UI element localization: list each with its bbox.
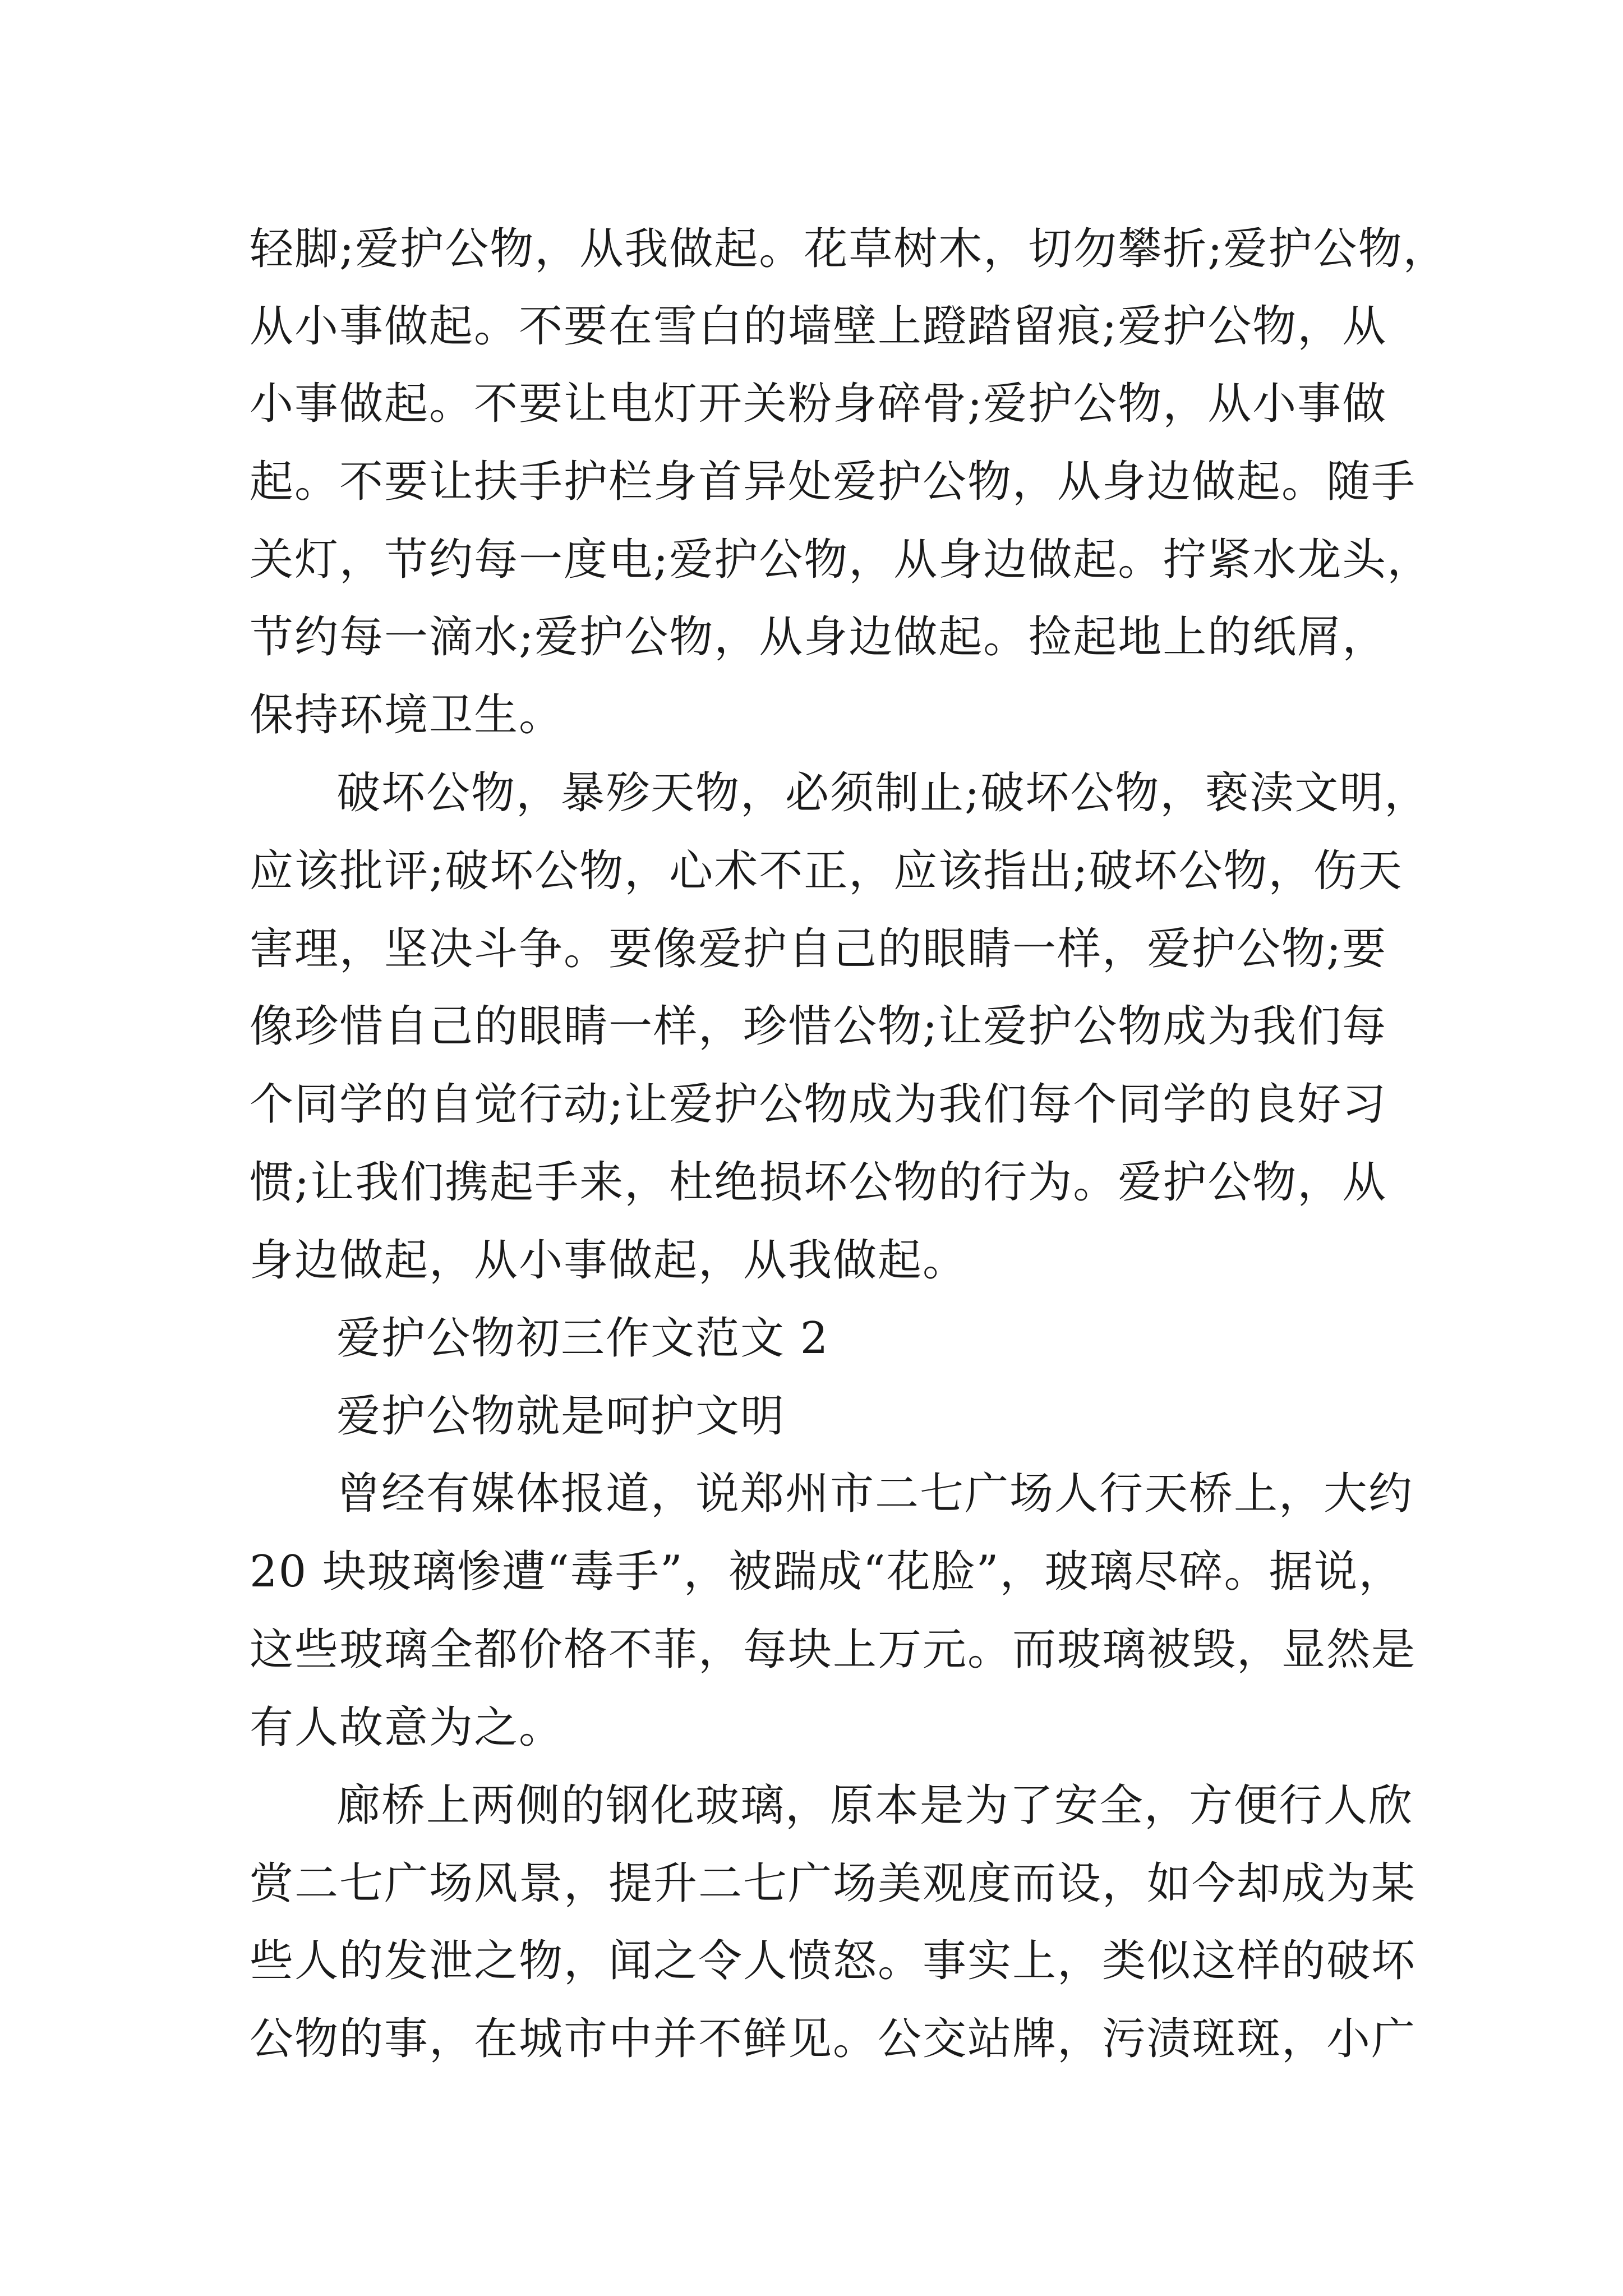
text-line: 保持环境卫生。	[250, 690, 564, 740]
text-line: 从小事做起。不要在雪白的墙壁上蹬踏留痕;爱护公物，从	[250, 301, 1387, 352]
text-line: 轻脚;爱护公物，从我做起。花草树木，切勿攀折;爱护公物，	[250, 224, 1448, 274]
text-line: 害理，坚决斗争。要像爱护自己的眼睛一样，爱护公物;要	[250, 924, 1387, 974]
text-line: 身边做起，从小事做起，从我做起。	[250, 1235, 968, 1286]
text-line: 些人的发泄之物，闻之令人愤怒。事实上，类似这样的破坏	[250, 1936, 1417, 1986]
text-line: 公物的事，在城市中并不鲜见。公交站牌，污渍斑斑，小广	[250, 2014, 1417, 2064]
text-line: 曾经有媒体报道，说郑州市二七广场人行天桥上，大约	[336, 1469, 1414, 1519]
text-line: 关灯，节约每一度电;爱护公物，从身边做起。拧紧水龙头，	[250, 535, 1432, 585]
text-line: 20 块玻璃惨遭“毒手”，被踹成“花脸”，玻璃尽碎。据说，	[250, 1547, 1404, 1597]
text-line: 爱护公物初三作文范文 2	[336, 1313, 829, 1364]
text-line: 应该批评;破坏公物，心术不正，应该指出;破坏公物，伤天	[250, 846, 1403, 896]
text-line: 起。不要让扶手护栏身首异处爱护公物，从身边做起。随手	[250, 457, 1417, 507]
text-line: 小事做起。不要让电灯开关粉身碎骨;爱护公物，从小事做	[250, 379, 1387, 429]
text-line: 个同学的自觉行动;让爱护公物成为我们每个同学的良好习	[250, 1079, 1387, 1130]
text-line: 廊桥上两侧的钢化玻璃，原本是为了安全，方便行人欣	[336, 1780, 1414, 1831]
text-line: 赏二七广场风景，提升二七广场美观度而设，如今却成为某	[250, 1858, 1417, 1909]
text-line: 这些玻璃全都价格不菲，每块上万元。而玻璃被毁，显然是	[250, 1625, 1417, 1675]
text-line: 爱护公物就是呵护文明	[336, 1391, 786, 1442]
text-line: 有人故意为之。	[250, 1703, 564, 1753]
text-line: 破坏公物，暴殄天物，必须制止;破坏公物，亵渎文明，	[336, 768, 1430, 818]
text-line: 节约每一滴水;爱护公物，从身边做起。捡起地上的纸屑，	[250, 612, 1387, 662]
text-line: 像珍惜自己的眼睛一样，珍惜公物;让爱护公物成为我们每	[250, 1001, 1387, 1052]
text-line: 惯;让我们携起手来，杜绝损坏公物的行为。爱护公物，从	[250, 1157, 1387, 1208]
